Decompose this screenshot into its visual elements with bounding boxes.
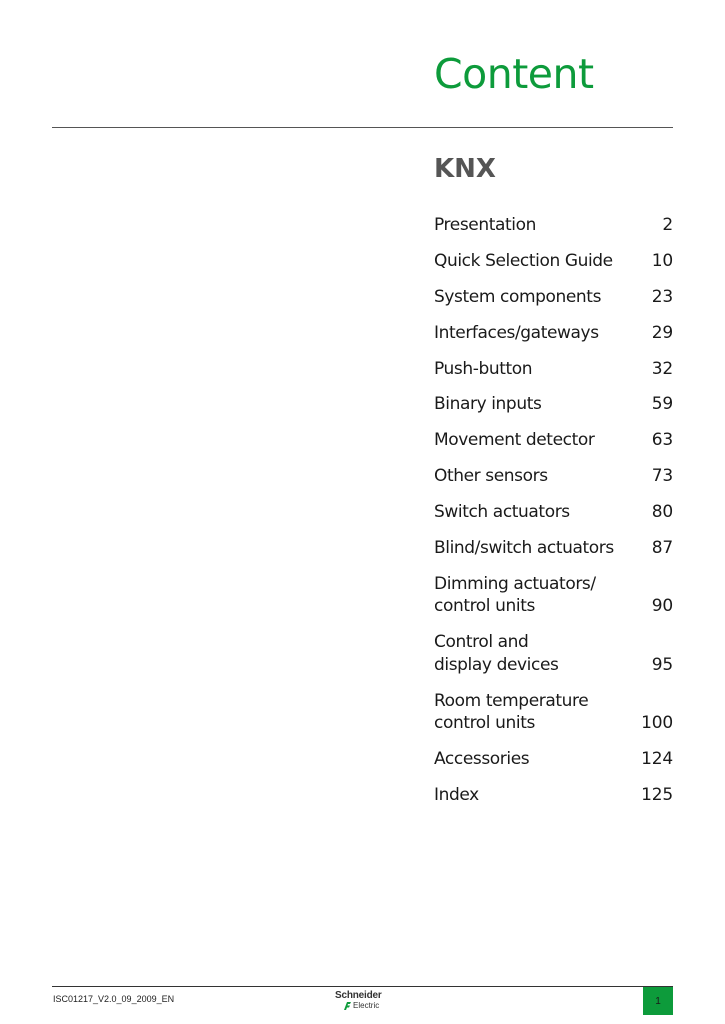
toc-entry-page: 95	[651, 654, 673, 675]
toc-entry-label: Binary inputs	[434, 394, 542, 415]
toc-entry-page: 23	[651, 286, 673, 307]
toc-entry-quick-selection-guide[interactable]	[434, 250, 673, 273]
toc-entry-page: 10	[651, 250, 673, 271]
toc-entry-page: 29	[651, 322, 673, 343]
toc-entry-page: 80	[651, 502, 673, 523]
toc-entry-movement-detector[interactable]	[434, 429, 673, 452]
toc-entry-page: 87	[651, 538, 673, 559]
toc-entry-page: 100	[641, 713, 673, 734]
toc-entry-label: System components	[434, 286, 602, 307]
toc-entry-label: Blind/switch actuators	[434, 538, 614, 559]
toc-entry-control-display-devices[interactable]	[434, 631, 673, 676]
toc-entry-page: 125	[641, 784, 673, 805]
footer-divider	[52, 986, 673, 987]
table-of-contents	[434, 214, 673, 820]
toc-entry-binary-inputs[interactable]	[434, 393, 673, 416]
toc-entry-label: Interfaces/gateways	[434, 322, 599, 343]
toc-entry-presentation[interactable]	[434, 214, 673, 237]
toc-entry-page: 124	[641, 749, 673, 770]
section-title: KNX	[434, 154, 496, 184]
schneider-electric-logo	[335, 990, 395, 1014]
logo-text-secondary: Electric	[353, 1001, 380, 1010]
toc-entry-page: 32	[651, 358, 673, 379]
toc-entry-label: Index	[434, 784, 479, 805]
toc-entry-index[interactable]	[434, 784, 673, 807]
toc-entry-room-temperature[interactable]	[434, 690, 673, 735]
page-number: 1	[655, 995, 661, 1007]
toc-entry-switch-actuators[interactable]	[434, 501, 673, 524]
toc-entry-page: 2	[662, 215, 673, 235]
toc-entry-label: Switch actuators	[434, 502, 570, 523]
page-number-badge	[643, 987, 673, 1015]
toc-entry-label: Control and display devices	[434, 632, 559, 675]
page-title: Content	[434, 50, 594, 98]
toc-entry-accessories[interactable]	[434, 748, 673, 771]
toc-entry-label: Accessories	[434, 749, 530, 770]
toc-entry-page: 63	[651, 430, 673, 451]
toc-entry-page: 59	[651, 394, 673, 415]
toc-entry-push-button[interactable]	[434, 358, 673, 381]
document-code: ISC01217_V2.0_09_2009_EN	[53, 994, 175, 1004]
logo-text-primary: Schneider	[335, 990, 382, 1001]
toc-entry-label: Other sensors	[434, 466, 548, 487]
toc-entry-label: Quick Selection Guide	[434, 250, 613, 271]
toc-entry-other-sensors[interactable]	[434, 465, 673, 488]
toc-entry-label: Dimming actuators/ control units	[434, 573, 596, 617]
logo-mark-icon	[343, 1001, 352, 1011]
toc-entry-label: Presentation	[434, 215, 536, 235]
toc-entry-label: Push-button	[434, 358, 533, 379]
toc-entry-blind-switch-actuators[interactable]	[434, 537, 673, 560]
header-divider	[52, 127, 673, 128]
toc-entry-label: Movement detector	[434, 430, 595, 451]
toc-entry-system-components[interactable]	[434, 286, 673, 309]
toc-entry-page: 90	[651, 596, 673, 617]
toc-entry-label: Room temperature control units	[434, 690, 589, 734]
toc-entry-interfaces-gateways[interactable]	[434, 322, 673, 345]
toc-entry-page: 73	[651, 466, 673, 487]
toc-entry-dimming-actuators[interactable]	[434, 573, 673, 618]
